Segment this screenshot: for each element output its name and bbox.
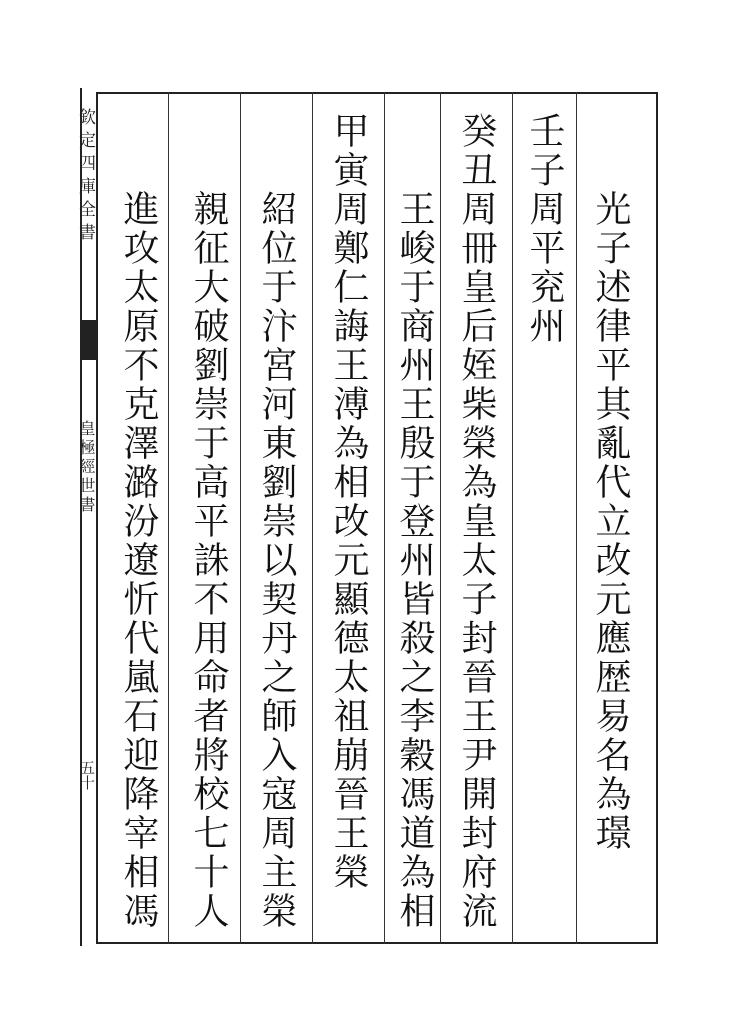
margin-page-number: 五十 xyxy=(78,760,96,790)
column-divider xyxy=(440,92,441,944)
column-divider xyxy=(576,92,577,944)
column-divider xyxy=(168,92,169,944)
text-column-8: 進攻太原不克澤潞汾遼忻代嵐石迎降宰相馮 xyxy=(118,190,159,931)
text-column-5: 甲寅周鄭仁誨王溥為相改元顯德太祖崩晉王榮 xyxy=(328,112,369,892)
text-frame xyxy=(96,92,658,944)
text-column-3: 癸丑周冊皇后姪柴榮為皇太子封晉王尹開封府流 xyxy=(456,112,497,931)
margin-title: 欽定四庫全書 xyxy=(75,108,95,246)
column-divider xyxy=(512,92,513,944)
text-column-4: 王峻于商州王殷于登州皆殺之李穀馮道為相 xyxy=(394,190,435,931)
fish-tail-mark xyxy=(82,320,96,360)
text-column-6: 紹位于汴宮河東劉崇以契丹之師入寇周主榮 xyxy=(256,190,297,931)
text-column-1: 光子述律平其亂代立改元應歴易名為璟 xyxy=(590,190,631,853)
text-column-2: 壬子周平兖州 xyxy=(524,112,565,346)
column-divider xyxy=(312,92,313,944)
column-divider xyxy=(384,92,385,944)
margin-book-name: 皇極經世書 xyxy=(77,420,96,515)
text-column-7: 親征大破劉崇于高平誅不用命者將校七十人 xyxy=(188,190,229,931)
column-divider xyxy=(240,92,241,944)
